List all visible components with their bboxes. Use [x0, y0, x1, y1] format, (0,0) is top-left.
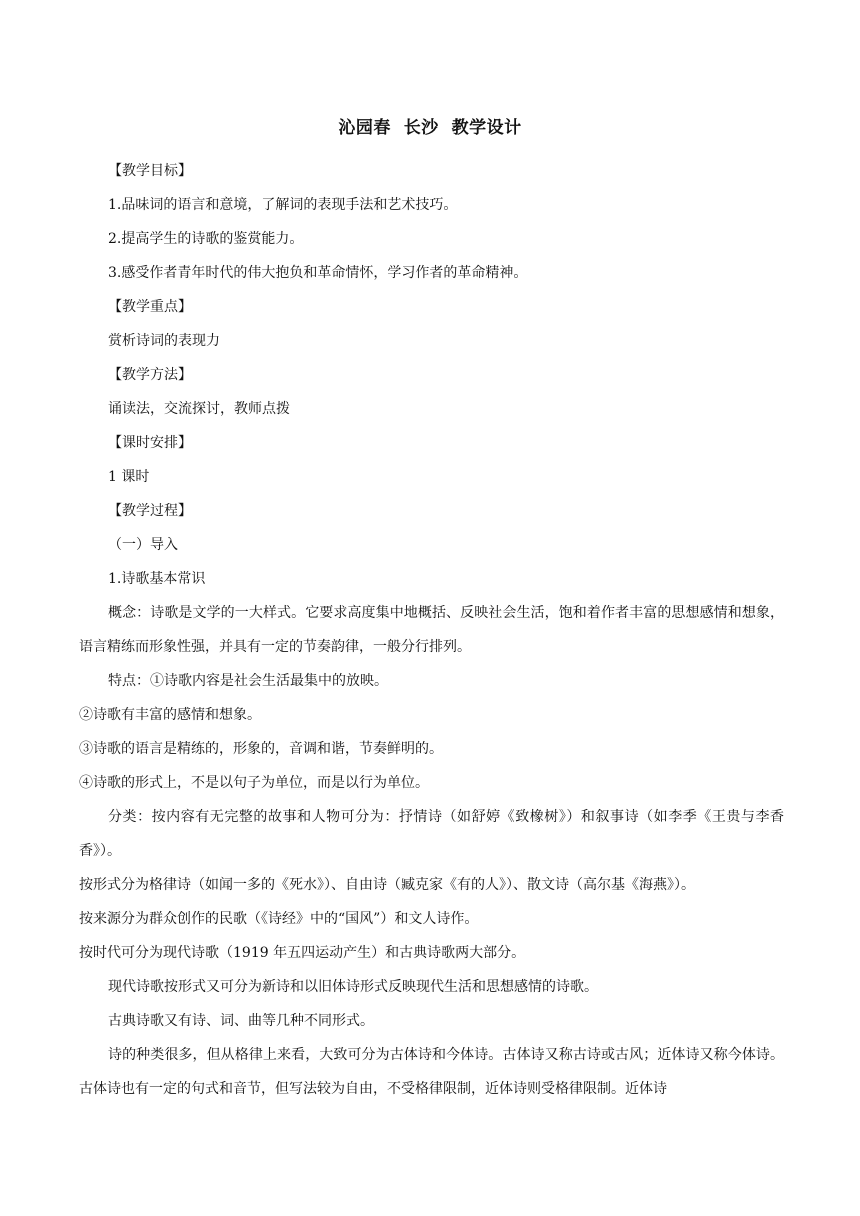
paragraph: ④诗歌的形式上，不是以句子为单位，而是以行为单位。	[79, 775, 429, 791]
paragraph: 按时代可分为现代诗歌（1919 年五四运动产生）和古典诗歌两大部分。	[79, 945, 526, 961]
paragraph: 1.诗歌基本常识	[108, 571, 206, 587]
paragraph: 现代诗歌按形式又可分为新诗和以旧体诗形式反映现代生活和思想感情的诗歌。	[108, 979, 598, 995]
paragraph: 按来源分为群众创作的民歌（《诗经》中的“国风”）和文人诗作。	[79, 911, 479, 927]
paragraph: 概念：诗歌是文学的一大样式。它要求高度集中地概括、反映社会生活，饱和着作者丰富的思想感情和想象，语言精练而形象性强，并具有一定的节奏韵律，一般分行排列。	[79, 605, 784, 655]
paragraph: 【教学方法】	[108, 367, 192, 383]
paragraph: 古典诗歌又有诗、词、曲等几种不同形式。	[108, 1013, 374, 1029]
paragraph: 赏析诗词的表现力	[108, 333, 220, 349]
paragraph: 诵读法，交流探讨，教师点拨	[108, 401, 290, 417]
paragraph: 诗的种类很多，但从格律上来看，大致可分为古体诗和今体诗。古体诗又称古诗或古风；近体诗又称今体诗。古体诗也有一定的句式和音节，但写法较为自由，不受格律限制，近体诗则受格律限制。近体诗	[79, 1047, 784, 1097]
paragraph: 【教学目标】	[108, 163, 192, 179]
document-body	[79, 154, 784, 1106]
paragraph: 分类：按内容有无完整的故事和人物可分为：抒情诗（如舒婷《致橡树》）和叙事诗（如李季《王贵与李香香》）。	[79, 809, 784, 859]
paragraph: ②诗歌有丰富的感情和想象。	[79, 707, 261, 723]
paragraph: 3.感受作者青年时代的伟大抱负和革命情怀，学习作者的革命精神。	[108, 265, 528, 281]
paragraph: （一）导入	[108, 537, 178, 553]
document-title: 沁园春 长沙 教学设计	[338, 118, 522, 138]
paragraph: 2.提高学生的诗歌的鉴赏能力。	[108, 231, 304, 247]
paragraph: 【课时安排】	[108, 435, 192, 451]
paragraph: 特点：①诗歌内容是社会生活最集中的放映。	[108, 673, 388, 689]
paragraph: 【教学过程】	[108, 503, 192, 519]
paragraph: 按形式分为格律诗（如闻一多的《死水》）、自由诗（臧克家《有的人》）、散文诗（高尔基《海燕》）。	[79, 877, 695, 893]
paragraph: 【教学重点】	[108, 299, 192, 315]
paragraph: 1 课时	[108, 469, 150, 485]
paragraph: ③诗歌的语言是精练的，形象的，音调和谐，节奏鲜明的。	[79, 741, 443, 757]
paragraph: 1.品味词的语言和意境，了解词的表现手法和艺术技巧。	[108, 197, 458, 213]
